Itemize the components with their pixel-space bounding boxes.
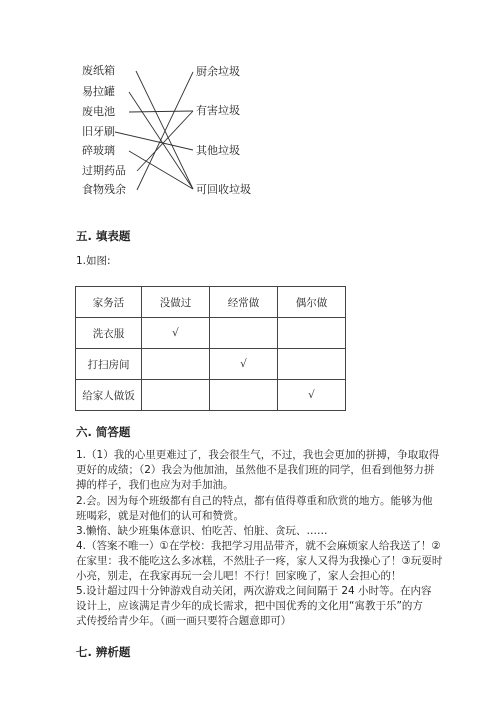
table-row — [76, 380, 346, 411]
table-cell-task: 给家人做饭 — [76, 380, 142, 411]
section-7-title: 七. 辨析题 — [76, 645, 131, 659]
table-header-row — [76, 287, 346, 318]
section-6-title: 六. 简答题 — [76, 425, 131, 439]
answer-line: 设计上，应该满足青少年的成长需求，把中国优秀的文化用“寓教于乐”的方 — [76, 600, 423, 612]
table-row — [76, 349, 346, 380]
match-line-2 — [129, 92, 193, 189]
match-line-1 — [136, 71, 193, 189]
right-item-1: 厨余垃圾 — [196, 65, 240, 78]
table-cell-mark — [210, 380, 278, 411]
table-cell-mark — [142, 380, 210, 411]
table-header: 经常做 — [210, 287, 278, 318]
table-cell-mark: √ — [278, 380, 346, 411]
match-line-6 — [137, 111, 193, 171]
right-item-2: 有害垃圾 — [196, 104, 240, 117]
answer-line: 搏的样子，我们也应为对手加油。 — [76, 479, 234, 491]
table-header: 偶尔做 — [278, 287, 346, 318]
left-item-4: 旧牙刷 — [82, 125, 115, 138]
table-cell-mark: √ — [142, 318, 210, 349]
answer-line: 4.（答案不唯一）①在学校：我把学习用品带齐，就不会麻烦家人给我送了！② — [76, 540, 441, 552]
left-item-7: 食物残余 — [82, 183, 126, 196]
table-cell-task: 打扫房间 — [76, 349, 142, 380]
left-item-1: 废纸箱 — [82, 64, 115, 77]
answer-line: 式传授给青少年。（画一画只要符合题意即可） — [76, 615, 292, 627]
answer-line: 更好的成绩；（2）我会为他加油，虽然他不是我们班的同学，但看到他努力拼 — [76, 464, 435, 476]
answer-line: 5.设计超过四十分钟游戏自动关闭，两次游戏之间间隔于 24 小时等。在内容 — [76, 585, 432, 597]
chores-table — [75, 286, 346, 411]
answer-line: 1.（1）我的心里更难过了，我会很生气，不过，我也会更加的拼搏，争取取得 — [76, 449, 440, 461]
left-item-3: 废电池 — [82, 105, 115, 118]
answer-line: 3.懒惰、缺少班集体意识、怕吃苦、怕脏、贪玩、…… — [76, 525, 328, 537]
left-item-2: 易拉罐 — [82, 85, 115, 98]
answer-line: 在家里：我不能吃这么多冰糕，不然肚子一疼，家人又得为我操心了！③玩耍时 — [76, 555, 443, 567]
answer-line: 小亮，别走，在我家再玩一会儿吧！不行！回家晚了，家人会担心的！ — [76, 570, 402, 582]
table-header: 没做过 — [142, 287, 210, 318]
answer-line: 班喝彩，就是对他们的认可和赞赏。 — [76, 510, 244, 522]
table-cell-mark — [278, 349, 346, 380]
table-cell-mark — [210, 318, 278, 349]
answer-line: 2.会。因为每个班级都有自己的特点，都有值得尊重和欣赏的地方。能够为他 — [76, 495, 433, 507]
section-5-title: 五. 填表题 — [76, 229, 131, 243]
left-item-6: 过期药品 — [82, 164, 126, 177]
match-line-3 — [129, 111, 193, 112]
table-cell-mark — [142, 349, 210, 380]
table-cell-mark — [278, 318, 346, 349]
table-cell-mark: √ — [210, 349, 278, 380]
match-line-4 — [115, 132, 193, 150]
table-row — [76, 318, 346, 349]
table-header: 家务活 — [76, 287, 142, 318]
table-cell-task: 洗衣服 — [76, 318, 142, 349]
section-5-subtitle: 1.如图: — [76, 255, 111, 267]
right-item-4: 可回收垃圾 — [196, 183, 251, 196]
left-item-5: 碎玻璃 — [82, 144, 115, 157]
right-item-3: 其他垃圾 — [196, 144, 240, 157]
